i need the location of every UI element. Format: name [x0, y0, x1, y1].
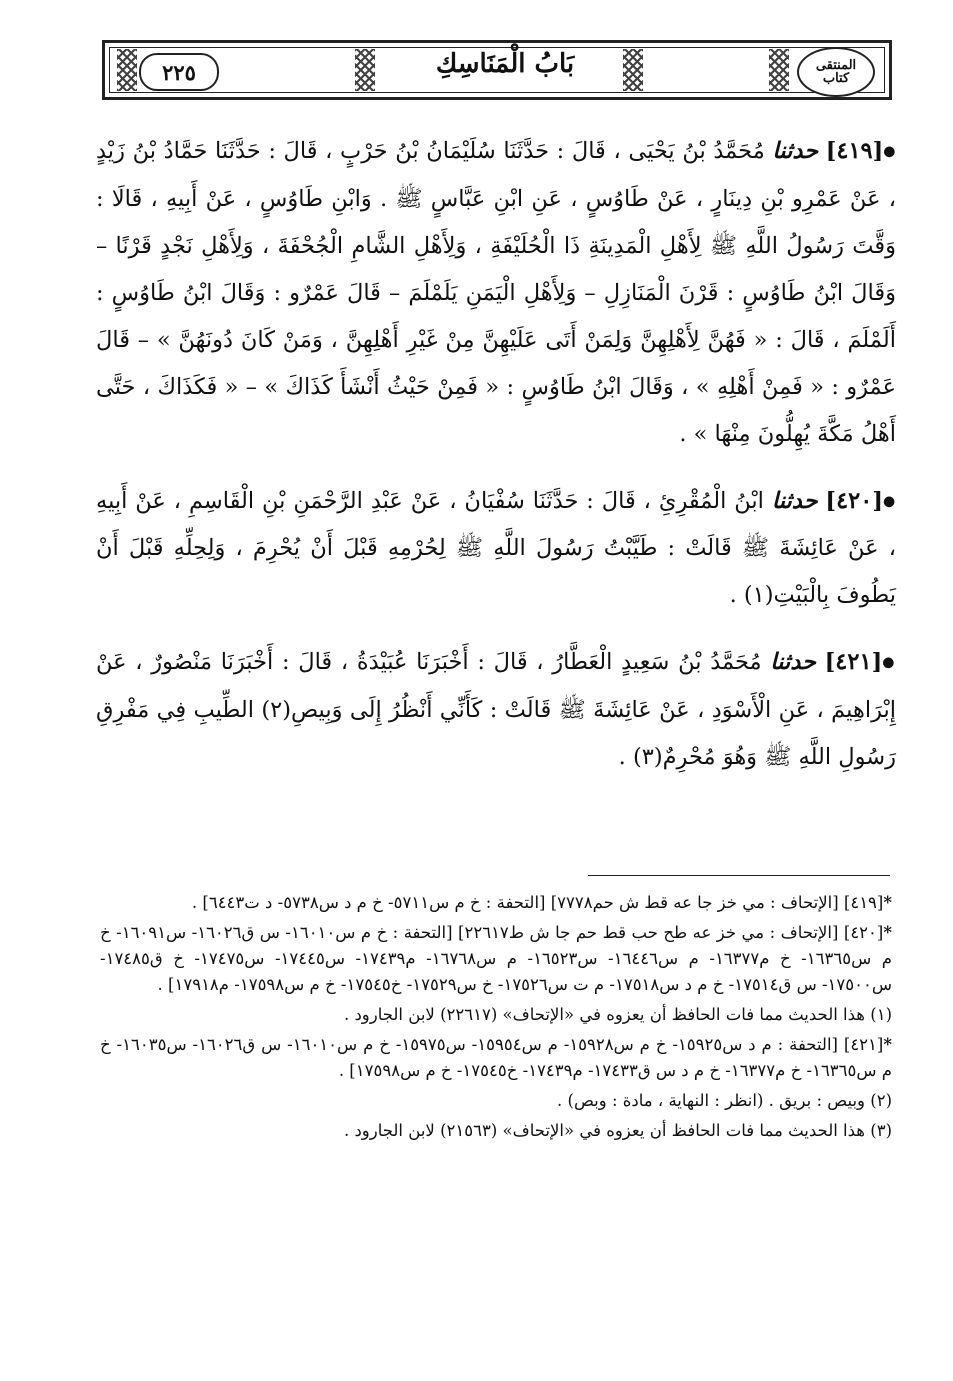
- seal-line-1: المنتقى: [815, 58, 857, 73]
- footnote-text: (٣) هذا الحديث مما فات الحافظ أن يعزوه في «الإتحاف» (٢١٥٦٣) لابن الجارود .: [343, 1121, 892, 1140]
- hadith-bullet: ●: [883, 493, 896, 509]
- hadith-bullet: ●: [882, 654, 896, 671]
- hadith-419: [96, 128, 896, 458]
- main-text: [96, 128, 896, 781]
- footnote-text: (١) هذا الحديث مما فات الحافظ أن يعزوه في «الإتحاف» (٢٢٦١٧) لابن الجارود .: [343, 1005, 892, 1024]
- hadith-number: [٤٢١]: [824, 649, 883, 675]
- ornament-left: [117, 49, 137, 91]
- hadith-intro: حدثنا: [770, 649, 816, 675]
- hadith-number: [٤١٩]: [825, 138, 884, 164]
- footnote-takhrij-420: [100, 920, 892, 998]
- hadith-421: [96, 639, 896, 781]
- seal-line-2: كتاب: [822, 71, 850, 86]
- ornament-mid-right: [623, 49, 643, 91]
- hadith-420: [96, 478, 896, 620]
- ornament-mid-left: [355, 49, 375, 91]
- footnotes: [100, 890, 892, 1148]
- footnote-star: *: [883, 893, 892, 912]
- hadith-bullet: ●: [883, 143, 897, 160]
- hadith-intro: حدثنا: [771, 487, 818, 514]
- hadith-text: مُحَمَّدُ بْنُ يَحْيَى ، قَالَ : حَدَّثَنَا سُلَيْمَانُ بْنُ حَرْبٍ ، قَالَ : حَدَّثَنَا حَمَّادُ بْنُ زَيْدٍ ، عَنْ عَمْرِو بْنِ دِينَارٍ ، عَنْ طَاوُسٍ ، عَنِ ابْنِ عَبَّاسٍ ﷺ . وَابْنِ طَاوُسٍ ، عَنْ أَبِيهِ ، قَالَا : وَقَّتَ رَسُولُ اللَّهِ ﷺ لِأَهْلِ الْمَدِينَةِ ذَا الْحُلَيْفَةِ ، وَلِأَهْلِ الشَّامِ الْجُحْفَةَ ، وَلِأَهْلِ نَجْدٍ قَرْنًا – وَقَالَ ابْنُ طَاوُسٍ : قَرْنَ الْمَنَازِلِ – وَلِأَهْلِ الْيَمَنِ يَلَمْلَمَ – قَالَ عَمْرٌو : وَقَالَ ابْنُ طَاوُسٍ : أَلَمْلَمَ ، قَالَ : « فَهُنَّ لِأَهْلِهِنَّ وَلِمَنْ أَتَى عَلَيْهِنَّ مِنْ غَيْرِ أَهْلِهِنَّ ، وَمَنْ كَانَ دُونَهُنَّ » – قَالَ عَمْرٌو : « فَمِنْ أَهْلِهِ » ، وَقَالَ ابْنُ طَاوُسٍ : « فَمِنْ حَيْثُ أَنْشَأَ كَذَاكَ » – « فَكَذَاكَ ، حَتَّى أَهْلُ مَكَّةَ يُهِلُّونَ مِنْهَا » .: [96, 138, 896, 447]
- book-seal-logo: [797, 47, 875, 97]
- footnote-text: (٢) وبيص : بريق . (انظر : النهاية ، مادة : وبص) .: [557, 1091, 892, 1110]
- footnote-1: [100, 1002, 892, 1028]
- page-header: [102, 40, 892, 100]
- page-number: ٢٢٥: [139, 53, 219, 91]
- footnote-2: [100, 1088, 892, 1114]
- hadith-text: ابْنُ الْمُقْرِئِ ، قَالَ : حَدَّثَنَا سُفْيَانُ ، عَنْ عَبْدِ الرَّحْمَنِ بْنِ الْقَاسِمِ ، عَنْ أَبِيهِ ، عَنْ عَائِشَةَ ﷺ قَالَتْ : طَيَّبْتُ رَسُولَ اللَّهِ ﷺ لِحُرْمِهِ قَبْلَ أَنْ يُحْرِمَ ، وَلِحِلِّهِ قَبْلَ أَنْ يَطُوفَ بِالْبَيْتِ(١) .: [96, 487, 896, 608]
- chapter-title: بَابُ الْمَنَاسِكِ: [435, 49, 575, 79]
- hadith-text: مُحَمَّدُ بْنُ سَعِيدٍ الْعَطَّارُ ، قَالَ : أَخْبَرَنَا عُبَيْدَةُ ، قَالَ : أَخْبَرَنَا مَنْصُورٌ ، عَنْ إِبْرَاهِيمَ ، عَنِ الْأَسْوَدِ ، عَنْ عَائِشَةَ ﷺ قَالَتْ : كَأَنِّي أَنْظُرُ إِلَى وَبِيصِ(٢) الطِّيبِ فِي مَفْرِقِ رَسُولِ اللَّهِ ﷺ وَهُوَ مُحْرِمٌ(٣) .: [96, 649, 896, 770]
- footnote-separator: [588, 875, 890, 876]
- footnote-star: *: [883, 923, 892, 942]
- footnote-text: [٤٢٠] [الإتحاف : مي خز عه طح حب قط حم جا ش ط٢٢٦١٧] [التحفة : خ م س١٦٠١٠- س ق١٦٠٢٦- س١٦٠٩١- خ م س١٦٣٦٥- خ م١٦٣٧٧- م س١٦٤٤٦- س١٦٥٢٣- م س١٦٧٦٨- م١٧٤٣٩- س١٧٤٤٥- س١٧٤٧٥- خ ق١٧٤٨٥- س١٧٥٠٠- س ق١٧٥١٤- خ م د س١٧٥١٨- م ت س١٧٥٢٦- خ س١٧٥٢٩- خ١٧٥٤٥- خ م س١٧٥٩٨- م١٧٩١٨] .: [100, 923, 892, 994]
- hadith-number: [٤٢٠]: [825, 487, 883, 514]
- footnote-3: [100, 1118, 892, 1144]
- footnote-takhrij-419: [100, 890, 892, 916]
- footnote-takhrij-421: [100, 1032, 892, 1084]
- footnote-text: [٤٢١] [التحفة : م د س١٥٩٢٥- خ م س١٥٩٢٨- م س١٥٩٥٤- س١٥٩٧٥- خ م س١٦٠١٠- س ق١٦٠٢٦- س١٦٠٣٥- خ م س١٦٣٦٥- خ م١٦٣٧٧- خ م د س ق١٧٤٣٣- م١٧٤٣٩- خ١٧٥٤٥- خ م س١٧٥٩٨] .: [100, 1035, 892, 1080]
- ornament-right: [769, 49, 789, 91]
- footnote-text: [٤١٩] [الإتحاف : مي خز جا عه قط ش حم٧٧٧٨] [التحفة : خ م س٥٧١١- خ م د س٥٧٣٨- د ت٦٤٤٣] .: [191, 893, 884, 912]
- hadith-intro: حدثنا: [772, 138, 819, 164]
- footnote-star: *: [883, 1035, 892, 1054]
